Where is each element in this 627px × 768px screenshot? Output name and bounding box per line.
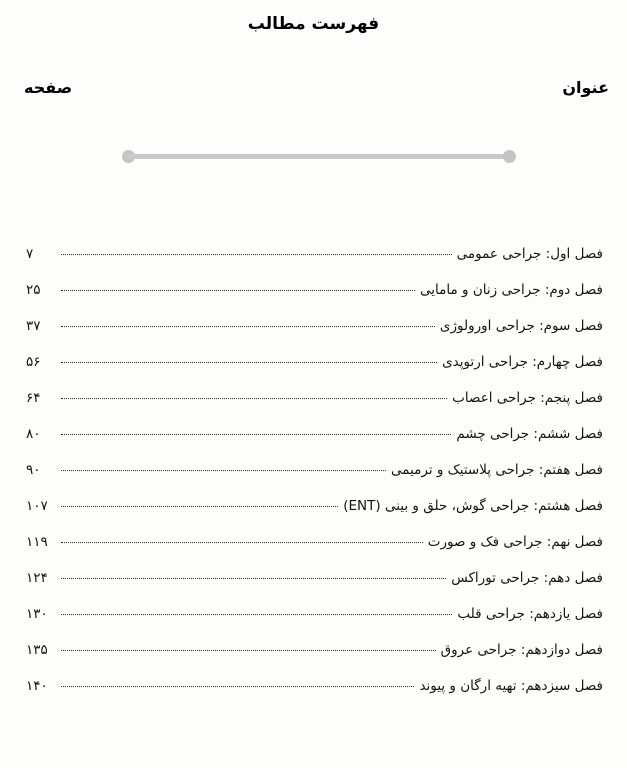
toc-entry[interactable] [0, 462, 627, 498]
toc-entry-page-number: ۱۳۵ [26, 642, 48, 658]
toc-entry[interactable] [0, 318, 627, 354]
toc-entry[interactable] [0, 354, 627, 390]
toc-entry-leader [61, 470, 386, 471]
toc-entry-page-number: ۶۴ [26, 390, 41, 406]
toc-entry-label: فصل اول: جراحی عمومی [456, 246, 603, 262]
toc-entry[interactable] [0, 534, 627, 570]
toc-entry-label: فصل سیزدهم: تهیه ارگان و پیوند [419, 678, 603, 694]
toc-entry-label: فصل چهارم: جراحی ارتوپدی [442, 354, 603, 370]
toc-entry-leader [61, 614, 452, 615]
page-title: فهرست مطالب [247, 14, 380, 34]
toc-entry-page-number: ۸۰ [26, 426, 41, 442]
toc-entry-leader [61, 506, 338, 507]
toc-entry-page-number: ۹۰ [26, 462, 41, 478]
toc-entry[interactable] [0, 498, 627, 534]
toc-entry[interactable] [0, 570, 627, 606]
toc-list [0, 246, 627, 714]
toc-entry-page-number: ۱۳۰ [26, 606, 48, 622]
toc-entry-leader [61, 362, 437, 363]
toc-entry-label: فصل پنجم: جراحی اعصاب [452, 390, 603, 406]
toc-entry-leader [61, 326, 435, 327]
toc-entry-leader [61, 578, 446, 579]
toc-entry-label: فصل هفتم: جراحی پلاستیک و ترمیمی [391, 462, 603, 478]
toc-entry-label: فصل هشتم: جراحی گوش، حلق و بینی (ENT) [343, 498, 603, 514]
toc-entry-page-number: ۳۷ [26, 318, 41, 334]
column-header-title: عنوان [562, 78, 609, 97]
toc-entry-page-number: ۷ [26, 246, 34, 262]
toc-entry-page-number: ۱۴۰ [26, 678, 48, 694]
toc-entry-leader [61, 254, 452, 255]
toc-entry-leader [61, 686, 414, 687]
toc-entry-page-number: ۱۱۹ [26, 534, 48, 550]
toc-entry[interactable] [0, 246, 627, 282]
toc-entry[interactable] [0, 426, 627, 462]
toc-entry-leader [61, 542, 423, 543]
divider-bar [128, 154, 510, 159]
toc-entry-page-number: ۲۵ [26, 282, 41, 298]
toc-entry[interactable] [0, 390, 627, 426]
toc-entry-leader [61, 434, 451, 435]
column-header-page: صفحه [24, 78, 73, 97]
toc-entry-page-number: ۵۶ [26, 354, 41, 370]
toc-entry-page-number: ۱۰۷ [26, 498, 48, 514]
toc-entry-label: فصل یازدهم: جراحی قلب [457, 606, 603, 622]
toc-entry[interactable] [0, 282, 627, 318]
toc-entry-leader [61, 650, 436, 651]
toc-entry[interactable] [0, 678, 627, 714]
toc-entry[interactable] [0, 606, 627, 642]
toc-entry-label: فصل دوازدهم: جراحی عروق [440, 642, 603, 658]
toc-entry-label: فصل ششم: جراحی چشم [456, 426, 603, 442]
toc-entry-label: فصل سوم: جراحی اورولوژی [439, 318, 603, 334]
toc-entry-leader [61, 398, 447, 399]
toc-entry-page-number: ۱۲۴ [26, 570, 48, 586]
toc-entry-label: فصل دهم: جراحی توراکس [451, 570, 603, 586]
toc-entry-leader [61, 290, 415, 291]
divider-cap-right-icon [503, 150, 516, 163]
decorative-divider [122, 150, 516, 163]
toc-entry-label: فصل دوم: جراحی زنان و مامایی [420, 282, 603, 298]
toc-entry-label: فصل نهم: جراحی فک و صورت [427, 534, 603, 550]
toc-entry[interactable] [0, 642, 627, 678]
